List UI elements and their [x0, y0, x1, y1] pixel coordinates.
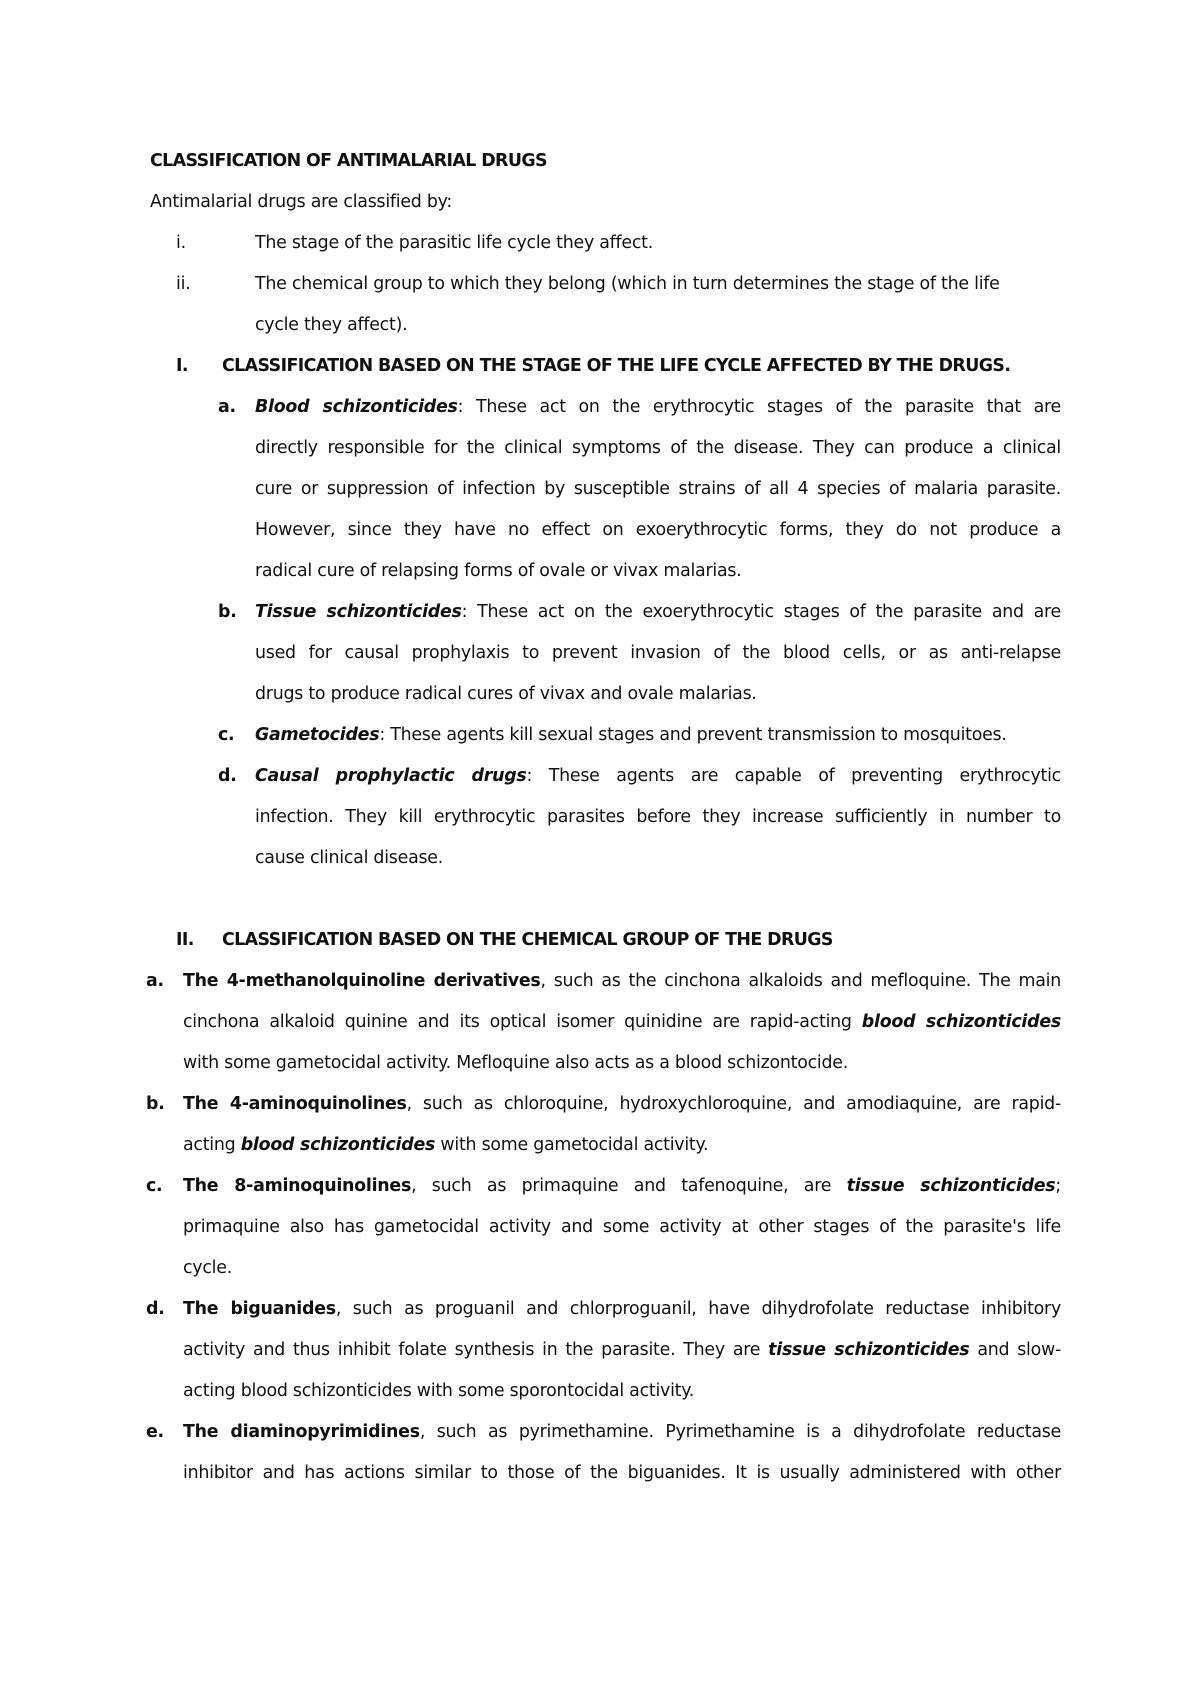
item-first-line: Tissue schizonticides: These act on the exoerythrocytic stages of the parasite and are	[255, 602, 1061, 622]
item-text: ;	[1055, 1176, 1061, 1196]
term: The 4-aminoquinolines	[183, 1094, 407, 1114]
item-marker: e.	[146, 1422, 164, 1442]
item-marker: d.	[146, 1299, 165, 1319]
item-text: These agents are capable of preventing erythrocytic	[548, 766, 1061, 786]
item-first-line	[183, 969, 1061, 993]
item-text: activity and thus inhibit folate synthesis in the parasite. They are	[183, 1340, 769, 1360]
item-line: primaquine also has gametocidal activity and some activity at other stages of the parasite's life	[183, 1217, 1061, 1237]
item-marker: b.	[218, 602, 237, 622]
item-line	[183, 1010, 1061, 1034]
item-text: acting	[183, 1135, 241, 1155]
item-line: infection. They kill erythrocytic parasites before they increase sufficiently in number to	[255, 807, 1061, 827]
list-marker: i.	[176, 233, 186, 253]
item-line: However, since they have no effect on exoerythrocytic forms, they do not produce a	[255, 520, 1061, 540]
page-title: CLASSIFICATION OF ANTIMALARIAL DRUGS	[150, 151, 547, 171]
item-line: directly responsible for the clinical symptoms of the disease. They can produce a clinical	[255, 438, 1061, 458]
item-text: , such as the cinchona alkaloids and mefloquine. The main	[540, 971, 1061, 991]
item-line	[183, 1133, 708, 1157]
emphasis: tissue schizonticides	[846, 1176, 1056, 1196]
list-item-text: The chemical group to which they belong (which in turn determines the stage of the life	[255, 274, 1000, 294]
item-first-line	[183, 1297, 1061, 1321]
item-marker: c.	[218, 725, 235, 745]
emphasis: tissue schizonticides	[768, 1340, 970, 1360]
item-line	[183, 1338, 1061, 1362]
item-first-line: Gametocides: These agents kill sexual stages and prevent transmission to mosquitoes.	[255, 725, 1007, 745]
item-text: These agents kill sexual stages and prevent transmission to mosquitoes.	[390, 725, 1007, 745]
section-heading: CLASSIFICATION BASED ON THE STAGE OF THE LIFE CYCLE AFFECTED BY THE DRUGS.	[222, 356, 1011, 376]
term: The diaminopyrimidines	[183, 1422, 420, 1442]
item-marker: a.	[218, 397, 236, 417]
item-marker: b.	[146, 1094, 165, 1114]
term: Blood schizonticides	[255, 397, 458, 417]
item-text: , such as chloroquine, hydroxychloroquine, and amodiaquine, are rapid-	[406, 1094, 1061, 1114]
list-marker: ii.	[176, 274, 191, 294]
item-text: These act on the erythrocytic stages of the parasite that are	[475, 397, 1061, 417]
term: Gametocides	[255, 725, 380, 745]
item-text: with some gametocidal activity.	[435, 1135, 709, 1155]
item-line: acting blood schizonticides with some sporontocidal activity.	[183, 1381, 695, 1401]
item-line: radical cure of relapsing forms of ovale or vivax malarias.	[255, 561, 742, 581]
item-line: with some gametocidal activity. Mefloquine also acts as a blood schizontocide.	[183, 1053, 849, 1073]
item-line: cause clinical disease.	[255, 848, 444, 868]
section-marker: II.	[176, 930, 194, 950]
item-text: These act on the exoerythrocytic stages of the parasite and are	[477, 602, 1061, 622]
item-text: , such as proguanil and chlorproguanil, have dihydrofolate reductase inhibitory	[335, 1299, 1061, 1319]
term: Causal prophylactic drugs	[255, 766, 527, 786]
section-heading: CLASSIFICATION BASED ON THE CHEMICAL GROUP OF THE DRUGS	[222, 930, 833, 950]
item-text: and slow-	[969, 1340, 1062, 1360]
item-first-line	[183, 1420, 1061, 1444]
item-first-line: Blood schizonticides: These act on the erythrocytic stages of the parasite that are	[255, 397, 1061, 417]
item-marker: c.	[146, 1176, 163, 1196]
emphasis: blood schizonticides	[861, 1012, 1061, 1032]
item-line: used for causal prophylaxis to prevent invasion of the blood cells, or as anti-relapse	[255, 643, 1061, 663]
item-marker: a.	[146, 971, 164, 991]
item-first-line	[183, 1092, 1061, 1116]
item-line: drugs to produce radical cures of vivax and ovale malarias.	[255, 684, 757, 704]
intro-text: Antimalarial drugs are classified by:	[150, 192, 453, 212]
section-marker: I.	[176, 356, 188, 376]
item-marker: d.	[218, 766, 237, 786]
term: The biguanides	[183, 1299, 336, 1319]
term: The 8-aminoquinolines	[183, 1176, 412, 1196]
emphasis: blood schizonticides	[240, 1135, 436, 1155]
item-line: inhibitor and has actions similar to those of the biguanides. It is usually administered with other	[183, 1463, 1061, 1483]
item-first-line	[183, 1174, 1061, 1198]
list-item-text: The stage of the parasitic life cycle they affect.	[255, 233, 654, 253]
item-text: , such as pyrimethamine. Pyrimethamine is a dihydrofolate reductase	[419, 1422, 1061, 1442]
list-item-text: cycle they affect).	[255, 315, 408, 335]
item-text: , such as primaquine and tafenoquine, are	[411, 1176, 847, 1196]
term: Tissue schizonticides	[255, 602, 462, 622]
item-first-line: Causal prophylactic drugs: These agents are capable of preventing erythrocytic	[255, 766, 1061, 786]
item-line: cycle.	[183, 1258, 232, 1278]
item-text: cinchona alkaloid quinine and its optical isomer quinidine are rapid-acting	[183, 1012, 862, 1032]
term: The 4-methanolquinoline derivatives	[183, 971, 541, 991]
item-line: cure or suppression of infection by susceptible strains of all 4 species of malaria parasite.	[255, 479, 1061, 499]
